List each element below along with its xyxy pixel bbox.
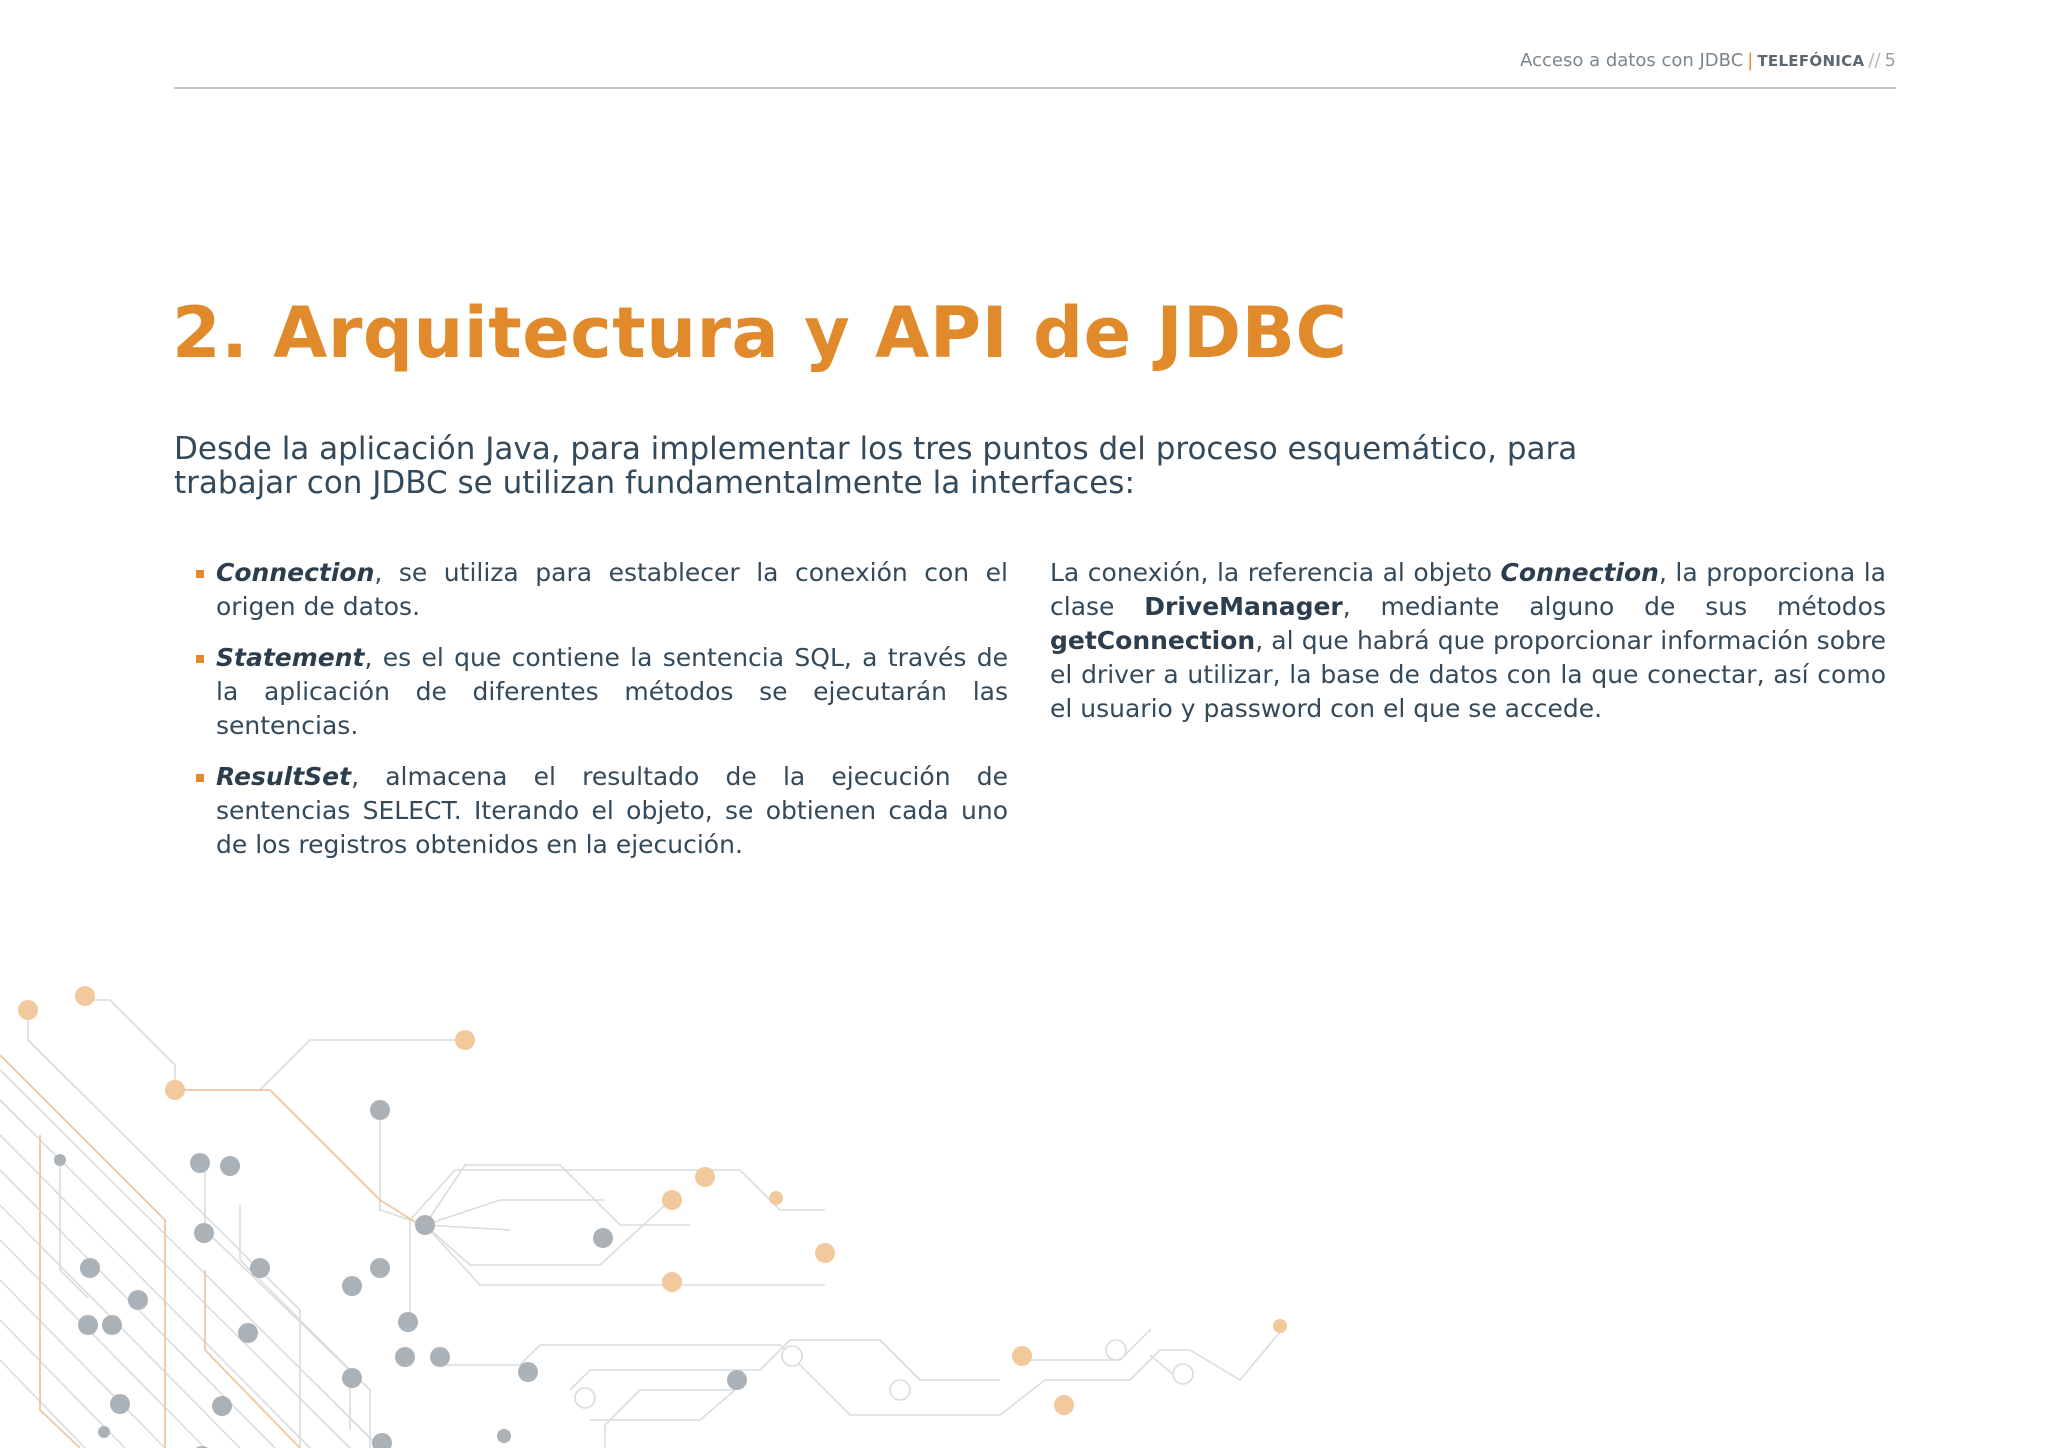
list-item-text: , es el que contiene la sentencia SQL, a través de la aplicación de diferentes métodos se ejecutarán las sentencias. bbox=[216, 643, 1008, 740]
page-number: 5 bbox=[1884, 50, 1896, 71]
bullet-square-icon bbox=[196, 570, 204, 578]
header-rule bbox=[174, 87, 1896, 89]
list-item bbox=[196, 641, 1008, 743]
header-separator: | bbox=[1747, 50, 1754, 71]
term-statement: Statement bbox=[216, 643, 365, 672]
list-item-text: , almacena el resultado de la ejecución de sentencias SELECT. Iterando el objeto, se obtienen cada uno de los registros obtenidos en la ejecución. bbox=[216, 762, 1008, 859]
term-drivemanager: DriveManager bbox=[1144, 592, 1343, 621]
circuit-board-decoration bbox=[0, 960, 1320, 1448]
term-getconnection: getConnection bbox=[1050, 626, 1256, 655]
bullet-square-icon bbox=[196, 655, 204, 663]
interfaces-list bbox=[196, 556, 1008, 879]
header-brand: TELEFÓNICA bbox=[1757, 52, 1865, 70]
paragraph-text: La conexión, la referencia al objeto bbox=[1050, 558, 1501, 587]
running-header bbox=[1520, 50, 1896, 71]
term-connection: Connection bbox=[216, 558, 375, 587]
term-resultset: ResultSet bbox=[216, 762, 352, 791]
list-item bbox=[196, 556, 1008, 624]
bullet-square-icon bbox=[196, 774, 204, 782]
list-item-text: , se utiliza para establecer la conexión con el origen de datos. bbox=[216, 558, 1008, 621]
header-slash: // bbox=[1868, 50, 1881, 71]
term-connection: Connection bbox=[1500, 558, 1659, 587]
paragraph-text: , mediante alguno de sus métodos bbox=[1342, 592, 1886, 621]
connection-paragraph bbox=[1050, 556, 1886, 726]
header-doc-title: Acceso a datos con JDBC bbox=[1520, 50, 1744, 71]
list-item bbox=[196, 760, 1008, 862]
section-title: 2. Arquitectura y API de JDBC bbox=[172, 292, 1348, 374]
paragraph-text: , la proporciona la clase bbox=[1050, 558, 1886, 621]
paragraph-text: , al que habrá que proporcionar información sobre el driver a utilizar, la base de datos con la que conectar, así como el usuario y password con el que se accede. bbox=[1050, 626, 1886, 723]
intro-paragraph: Desde la aplicación Java, para implementar los tres puntos del proceso esquemático, para trabajar con JDBC se utilizan fundamentalmente la interfaces: bbox=[174, 431, 1578, 501]
